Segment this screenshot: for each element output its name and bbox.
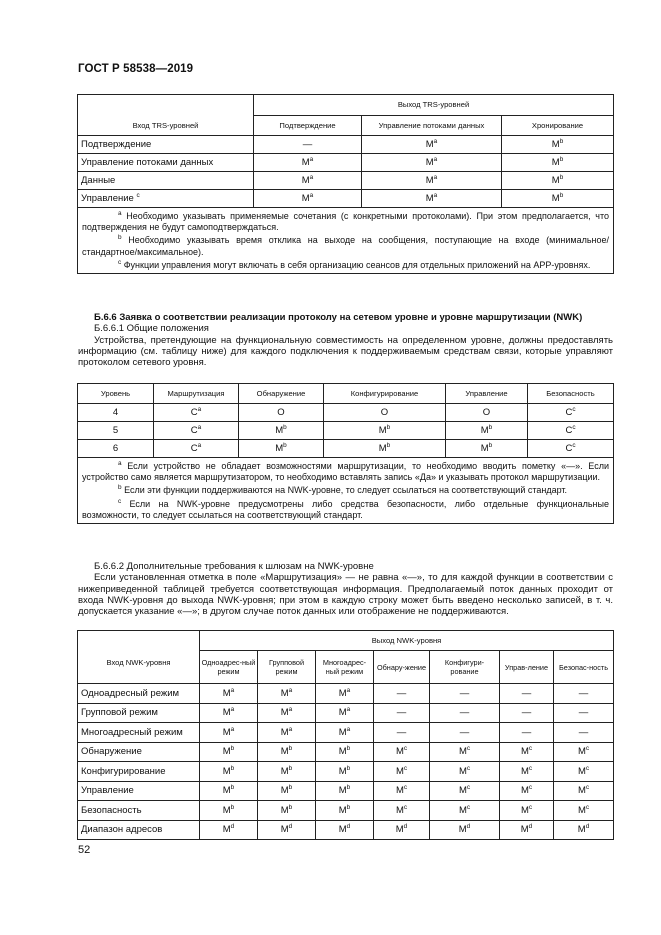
table-cell: $M^d$ — [430, 820, 500, 840]
table-cell: $M^b$ — [200, 742, 258, 762]
table-cell: $M^b$ — [239, 422, 324, 440]
table-cell: $M^b$ — [258, 762, 316, 782]
table2-column-header: Обнаружение — [239, 384, 324, 404]
table-cell: $M^b$ — [316, 801, 374, 821]
table3-column-header: Многоадрес-ный режим — [316, 651, 374, 684]
table-row — [78, 684, 614, 704]
table-row — [78, 422, 614, 440]
nwk-levels-table — [77, 383, 614, 524]
table2-footnotes — [78, 458, 614, 524]
table-cell: $M^d$ — [258, 820, 316, 840]
table-cell: — — [254, 136, 362, 154]
table-cell: $M^b$ — [502, 190, 614, 208]
table1-footnote: $^a$ Необходимо указывать применяемые сочетания (с конкретными протоколами). При этом предполагается, что подтверждения не будут самоподтверждаться. — [82, 210, 610, 233]
table-cell: — — [374, 723, 430, 743]
table-cell: $M^c$ — [430, 781, 500, 801]
table1-column-header: Управление потоками данных — [362, 116, 502, 136]
table-cell: $M^c$ — [374, 801, 430, 821]
table-cell: $M^a$ — [254, 172, 362, 190]
table-cell: — — [430, 703, 500, 723]
table2-column-header: Уровень — [78, 384, 154, 404]
table1-row-header: Вход TRS-уровней — [78, 95, 254, 136]
table1-footnote: $^c$ Функции управления могут включать в себя организацию сеансов для отдельных приложений на APP-уровнях. — [118, 258, 591, 270]
table-cell: $M^c$ — [430, 801, 500, 821]
table2-column-header: Управление — [446, 384, 528, 404]
table-cell: — — [500, 703, 554, 723]
section-paragraph: Если установленная отметка в поле «Маршрутизация» — не равна «—», то для каждой функции в соответствии с нижеприведенной таблицей требуется соответствующая информация. Предполагаемый поток данных проходит от входа NWK-уровня до выхода NWK-уровня; при этом в каждую строку может быть введено несколько записей, в т. ч. допускается указание «—»; в другом случае поток данных или отображение не поддерживаются. — [78, 572, 613, 618]
table-cell: $M^b$ — [502, 154, 614, 172]
table-cell: $M^c$ — [554, 781, 614, 801]
table-cell: $M^a$ — [362, 190, 502, 208]
nwk-gateway-table — [77, 630, 614, 840]
table-cell: $M^b$ — [316, 781, 374, 801]
row-label: Одноадресный режим — [78, 684, 200, 704]
table-cell: 4 — [78, 404, 154, 422]
row-label: Обнаружение — [78, 742, 200, 762]
table-cell: O — [324, 404, 446, 422]
table-cell: $M^a$ — [316, 684, 374, 704]
table1-column-header: Хронирование — [502, 116, 614, 136]
table-cell: — — [430, 684, 500, 704]
table-cell: $M^b$ — [239, 440, 324, 458]
table-cell: $M^b$ — [200, 781, 258, 801]
table-row — [78, 762, 614, 782]
table-row — [78, 781, 614, 801]
table-cell: $M^c$ — [500, 801, 554, 821]
table-cell: $M^b$ — [502, 172, 614, 190]
table-cell: 6 — [78, 440, 154, 458]
table-row — [78, 404, 614, 422]
table-cell: $M^b$ — [258, 781, 316, 801]
section-heading: Б.6.6 Заявка о соответствии реализации протоколу на сетевом уровне и уровне маршрутизации (NWK) — [94, 312, 583, 323]
table-row — [78, 820, 614, 840]
table-cell: $M^a$ — [200, 703, 258, 723]
table-cell: $M^a$ — [362, 172, 502, 190]
table-row — [78, 742, 614, 762]
table-cell: $M^d$ — [374, 820, 430, 840]
table-row — [78, 136, 614, 154]
table-row — [78, 172, 614, 190]
table-row — [78, 154, 614, 172]
table-cell: $M^a$ — [316, 703, 374, 723]
table2-footnote: $^c$ Если на NWK-уровне предусмотрены либо средства безопасности, либо отдельные функциональные возможности, то следует ссылаться на соответствующий стандарт. — [82, 497, 609, 520]
row-label: Управление — [78, 781, 200, 801]
table-cell: — — [500, 684, 554, 704]
table-row — [78, 703, 614, 723]
table-cell: $C^a$ — [154, 404, 239, 422]
table3-column-header: Управ-ление — [500, 651, 554, 684]
table3-column-header: Обнару-жение — [374, 651, 430, 684]
table3-column-header: Групповой режим — [258, 651, 316, 684]
table2-footnote: $^a$ Если устройство не обладает возможностями маршрутизации, то необходимо вводить пометку «—». Если устройство само является маршрутизатором, то необходимо вставлять запись «Да» и указывать протокол маршрутизации. — [82, 460, 609, 483]
table-cell: $M^c$ — [500, 742, 554, 762]
table3-body — [78, 684, 614, 840]
table-cell: $M^b$ — [446, 440, 528, 458]
table-cell: $M^b$ — [258, 801, 316, 821]
table-cell: — — [554, 723, 614, 743]
section-b666 — [78, 312, 613, 368]
table-cell: $M^a$ — [254, 154, 362, 172]
table-cell: O — [239, 404, 324, 422]
table-cell: $M^b$ — [502, 136, 614, 154]
section-subheading: Б.6.6.1 Общие положения — [94, 323, 209, 335]
row-label: Многоадресный режим — [78, 723, 200, 743]
row-label: Диапазон адресов — [78, 820, 200, 840]
row-label: Подтверждение — [78, 136, 254, 154]
table-cell: $M^b$ — [324, 422, 446, 440]
row-label: Безопасность — [78, 801, 200, 821]
row-label: Групповой режим — [78, 703, 200, 723]
table-cell: — — [374, 703, 430, 723]
table2-column-header: Маршрутизация — [154, 384, 239, 404]
table3-column-header: Одноадрес-ный режим — [200, 651, 258, 684]
table-cell: $M^c$ — [554, 801, 614, 821]
table-cell: $M^d$ — [316, 820, 374, 840]
table-cell: $M^c$ — [554, 742, 614, 762]
table-cell: — — [554, 684, 614, 704]
table-cell: $M^a$ — [258, 703, 316, 723]
document-header: ГОСТ Р 58538—2019 — [78, 63, 194, 75]
table-cell: $M^c$ — [430, 742, 500, 762]
table-cell: $M^a$ — [258, 684, 316, 704]
trs-levels-table — [77, 94, 614, 274]
table-cell: $M^c$ — [500, 781, 554, 801]
table-cell: — — [500, 723, 554, 743]
table-cell: $M^a$ — [200, 723, 258, 743]
table1-column-header: Подтверждение — [254, 116, 362, 136]
table1-body — [78, 136, 614, 208]
table-cell: $M^c$ — [500, 762, 554, 782]
table1-footnote: $^b$ Необходимо указывать время отклика на выходе на сообщения, поступающие на входе (минимальное/стандартное/максимальное). — [82, 234, 610, 257]
table-cell: $M^a$ — [200, 684, 258, 704]
table1-top-header: Выход TRS-уровней — [254, 95, 614, 116]
table-cell: $C^a$ — [154, 422, 239, 440]
row-label: Управление потоками данных — [78, 154, 254, 172]
table-cell: $M^d$ — [554, 820, 614, 840]
section-subheading: Б.6.6.2 Дополнительные требования к шлюзам на NWK-уровне — [94, 561, 374, 572]
table-cell: $C^c$ — [528, 422, 614, 440]
row-label: Управление $^c$ — [78, 190, 254, 208]
table1-footnotes — [78, 208, 614, 274]
table-cell: $M^c$ — [554, 762, 614, 782]
table-cell: $M^a$ — [362, 136, 502, 154]
table-cell: — — [554, 703, 614, 723]
table-cell: $M^a$ — [362, 154, 502, 172]
table-cell: $M^a$ — [316, 723, 374, 743]
table3-top-header: Выход NWK-уровня — [200, 631, 614, 651]
table-row — [78, 440, 614, 458]
table-row — [78, 723, 614, 743]
table-cell: $M^b$ — [324, 440, 446, 458]
table-cell: $C^c$ — [528, 404, 614, 422]
row-label: Конфигурирование — [78, 762, 200, 782]
table-cell: $M^c$ — [374, 781, 430, 801]
table2-footnote: $^b$ Если эти функции поддерживаются на NWK-уровне, то следует ссылаться на соответствующий стандарт. — [118, 484, 568, 496]
table-cell: $M^b$ — [316, 762, 374, 782]
table-cell: $M^a$ — [254, 190, 362, 208]
table-cell: O — [446, 404, 528, 422]
table2-column-header: Безопасность — [528, 384, 614, 404]
table-cell: $M^c$ — [430, 762, 500, 782]
table2-body — [78, 404, 614, 458]
table-cell: — — [430, 723, 500, 743]
row-label: Данные — [78, 172, 254, 190]
table3-column-header: Безопас-ность — [554, 651, 614, 684]
table-cell: $M^d$ — [500, 820, 554, 840]
table-cell: $M^b$ — [200, 762, 258, 782]
table-row — [78, 801, 614, 821]
table3-column-header: Конфигури-рование — [430, 651, 500, 684]
table-cell: $M^a$ — [258, 723, 316, 743]
table-cell: 5 — [78, 422, 154, 440]
page-number: 52 — [78, 844, 91, 856]
table-cell: $M^b$ — [316, 742, 374, 762]
table-cell: $M^c$ — [374, 762, 430, 782]
table-cell: $M^b$ — [258, 742, 316, 762]
table-cell: $M^d$ — [200, 820, 258, 840]
table-cell: $C^a$ — [154, 440, 239, 458]
table-row — [78, 190, 614, 208]
table-cell: — — [374, 684, 430, 704]
table-cell: $M^b$ — [446, 422, 528, 440]
table-cell: $M^c$ — [374, 742, 430, 762]
table-cell: $M^b$ — [200, 801, 258, 821]
table-cell: $C^c$ — [528, 440, 614, 458]
section-b6662 — [78, 561, 613, 617]
table3-row-header: Вход NWK-уровня — [78, 631, 200, 684]
section-paragraph: Устройства, претендующие на функциональную совместимость на определенном уровне, должны предоставлять информацию (см. таблицу ниже) для каждого подключения к поддерживаемым средствам связи, которые управляют протоколом сетевого уровня. — [78, 334, 613, 369]
table2-column-header: Конфигурирование — [324, 384, 446, 404]
